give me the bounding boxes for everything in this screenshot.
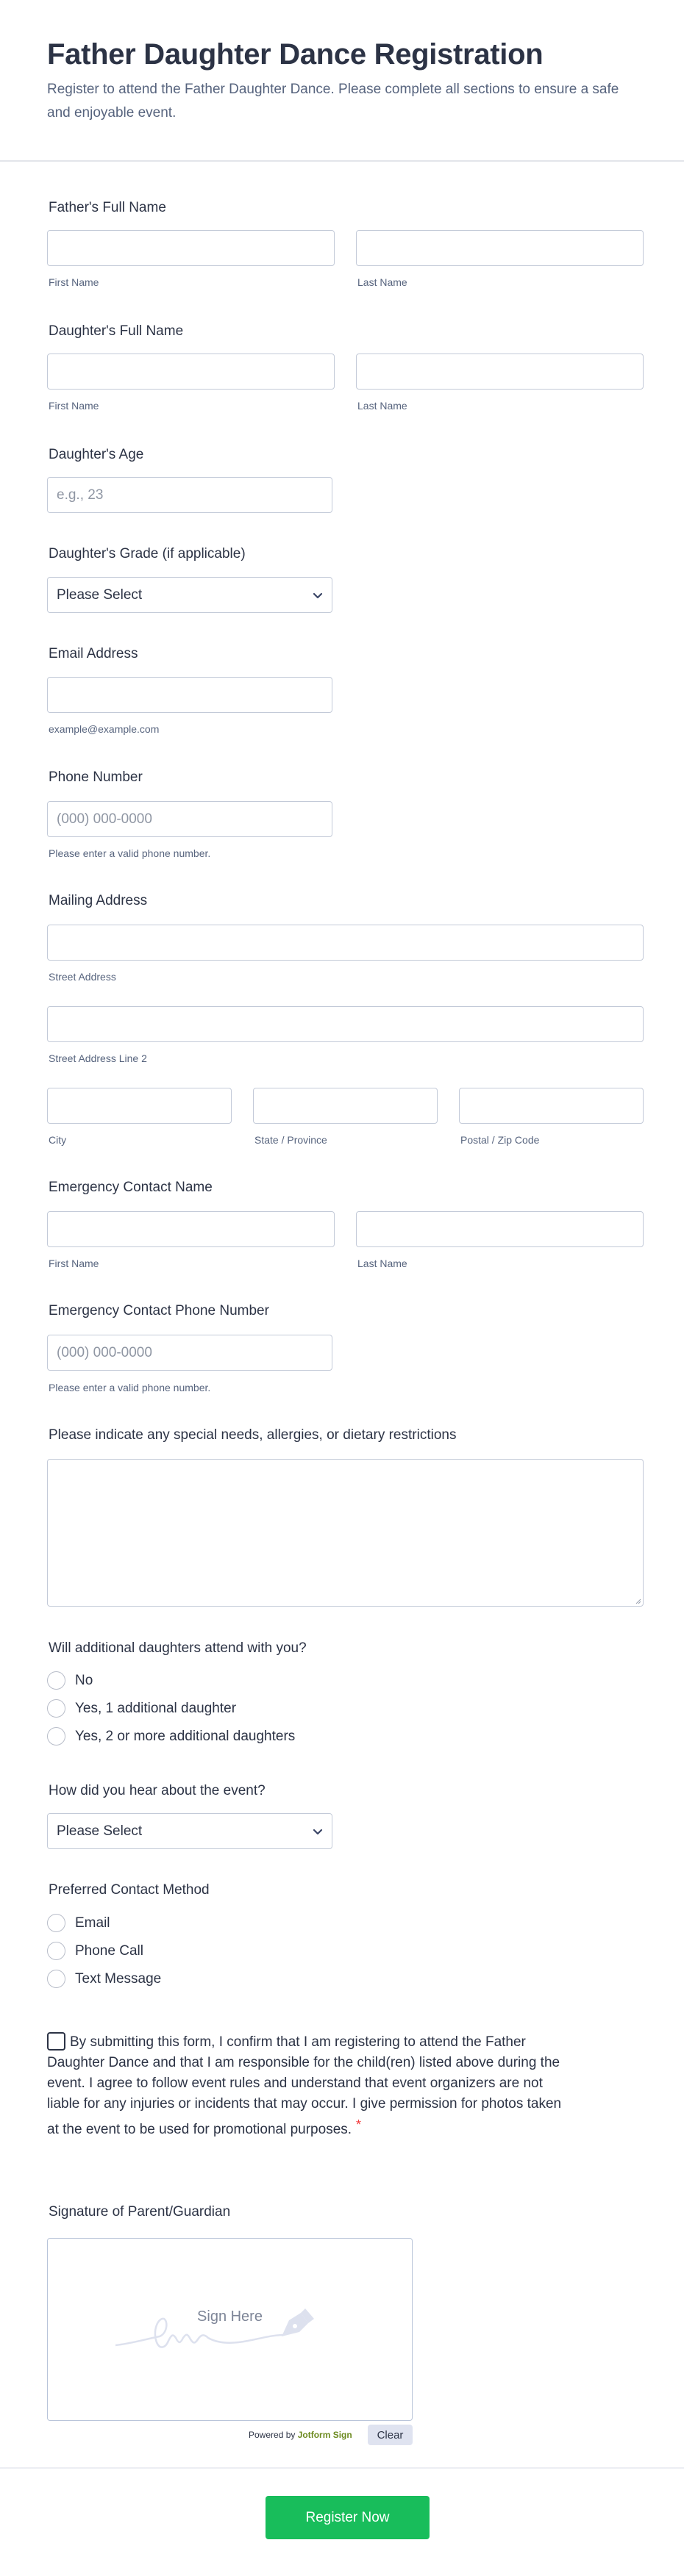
clear-signature-button[interactable]: Clear	[368, 2425, 413, 2445]
father-name-label: Father's Full Name	[49, 200, 166, 215]
father-last-name-sublabel: Last Name	[357, 276, 407, 288]
powered-by	[249, 2430, 352, 2440]
daughter-first-name-sublabel: First Name	[49, 400, 99, 412]
email-label: Email Address	[49, 646, 138, 661]
daughter-last-name-sublabel: Last Name	[357, 400, 407, 412]
register-now-button[interactable]: Register Now	[266, 2496, 430, 2539]
sign-here-placeholder: Sign Here	[197, 2308, 263, 2325]
zip-input[interactable]	[459, 1088, 644, 1124]
emergency-first-name-input[interactable]	[47, 1211, 335, 1247]
daughter-first-name-input[interactable]	[47, 354, 335, 390]
street-address-line2-input[interactable]	[47, 1006, 644, 1042]
father-first-name-input[interactable]	[47, 230, 335, 266]
radio-option-yes-2-plus[interactable]	[47, 1727, 295, 1746]
daughter-age-placeholder: e.g., 23	[57, 487, 104, 503]
city-sublabel: City	[49, 1134, 67, 1146]
emergency-phone-sublabel: Please enter a valid phone number.	[49, 1382, 211, 1393]
resize-handle-icon[interactable]	[634, 1597, 641, 1604]
footer-divider	[0, 2467, 684, 2469]
heard-about-select[interactable]	[47, 1813, 332, 1849]
emergency-first-name-sublabel: First Name	[49, 1257, 99, 1269]
street-address-sublabel: Street Address	[49, 971, 116, 983]
form-title: Father Daughter Dance Registration	[47, 38, 544, 71]
phone-input[interactable]	[47, 801, 332, 837]
city-input[interactable]	[47, 1088, 232, 1124]
special-needs-label: Please indicate any special needs, allergies, or dietary restrictions	[49, 1427, 457, 1443]
radio-label: Yes, 1 additional daughter	[75, 1700, 237, 1716]
phone-placeholder: (000) 000-0000	[57, 811, 152, 827]
signature-pad[interactable]	[47, 2238, 413, 2421]
state-input[interactable]	[253, 1088, 438, 1124]
form-description: Register to attend the Father Daughter Dance. Please complete all sections to ensure a safe and enjoyable event.	[47, 82, 619, 121]
jotform-sign-link[interactable]: Jotform Sign	[297, 2430, 352, 2440]
daughter-grade-label: Daughter's Grade (if applicable)	[49, 546, 246, 562]
phone-label: Phone Number	[49, 769, 143, 785]
daughter-age-label: Daughter's Age	[49, 447, 144, 462]
street-address-line2-sublabel: Street Address Line 2	[49, 1052, 147, 1064]
email-input[interactable]	[47, 677, 332, 713]
radio-button[interactable]	[47, 1699, 65, 1718]
father-first-name-sublabel: First Name	[49, 276, 99, 288]
consent-block	[47, 2032, 577, 2140]
heard-about-selected: Please Select	[57, 1823, 143, 1839]
radio-label: Text Message	[75, 1970, 162, 1987]
radio-option-yes-1[interactable]	[47, 1699, 236, 1718]
form-header	[0, 0, 684, 162]
emergency-name-label: Emergency Contact Name	[49, 1180, 213, 1195]
radio-label: Phone Call	[75, 1942, 143, 1959]
emergency-phone-placeholder: (000) 000-0000	[57, 1344, 152, 1360]
radio-label: No	[75, 1672, 93, 1688]
emergency-phone-label: Emergency Contact Phone Number	[49, 1303, 269, 1319]
mailing-address-label: Mailing Address	[49, 893, 148, 908]
signature-label: Signature of Parent/Guardian	[49, 2204, 231, 2220]
heard-about-label: How did you hear about the event?	[49, 1783, 266, 1798]
chevron-down-icon	[313, 1828, 323, 1835]
phone-sublabel: Please enter a valid phone number.	[49, 847, 211, 859]
chevron-down-icon	[313, 592, 323, 599]
daughter-grade-selected: Please Select	[57, 586, 143, 603]
radio-button[interactable]	[47, 1942, 65, 1960]
emergency-last-name-sublabel: Last Name	[357, 1257, 407, 1269]
consent-text: By submitting this form, I confirm that I am registering to attend the Father Daughter Dance and that I am responsible for the child(ren) listed above during the event. I agree to follow event rules and understand that event organizers are not liable for any injuries or incidents that may occur. I give permission for photos taken at the event to be used for promotional purposes.	[47, 2034, 562, 2137]
radio-option-no[interactable]	[47, 1671, 93, 1690]
radio-button[interactable]	[47, 1970, 65, 1988]
radio-button[interactable]	[47, 1914, 65, 1932]
state-sublabel: State / Province	[254, 1134, 327, 1146]
zip-sublabel: Postal / Zip Code	[460, 1134, 540, 1146]
radio-label: Email	[75, 1915, 110, 1931]
email-sublabel: example@example.com	[49, 723, 160, 735]
special-needs-textarea[interactable]	[47, 1459, 644, 1607]
required-asterisk: *	[356, 2117, 362, 2132]
emergency-phone-input[interactable]	[47, 1335, 332, 1371]
father-last-name-input[interactable]	[356, 230, 644, 266]
radio-label: Yes, 2 or more additional daughters	[75, 1728, 296, 1744]
street-address-input[interactable]	[47, 925, 644, 961]
contact-method-label: Preferred Contact Method	[49, 1882, 210, 1898]
radio-option-email[interactable]	[47, 1914, 110, 1932]
consent-checkbox[interactable]	[47, 2032, 65, 2051]
additional-daughters-label: Will additional daughters attend with you?	[49, 1640, 307, 1656]
daughter-name-label: Daughter's Full Name	[49, 323, 184, 339]
daughter-age-input[interactable]	[47, 477, 332, 513]
daughter-grade-select[interactable]	[47, 577, 332, 613]
radio-button[interactable]	[47, 1671, 65, 1690]
emergency-last-name-input[interactable]	[356, 1211, 644, 1247]
daughter-last-name-input[interactable]	[356, 354, 644, 390]
radio-button[interactable]	[47, 1727, 65, 1746]
radio-option-phone-call[interactable]	[47, 1942, 143, 1960]
radio-option-text-message[interactable]	[47, 1970, 161, 1988]
powered-by-text: Powered by	[249, 2430, 296, 2440]
